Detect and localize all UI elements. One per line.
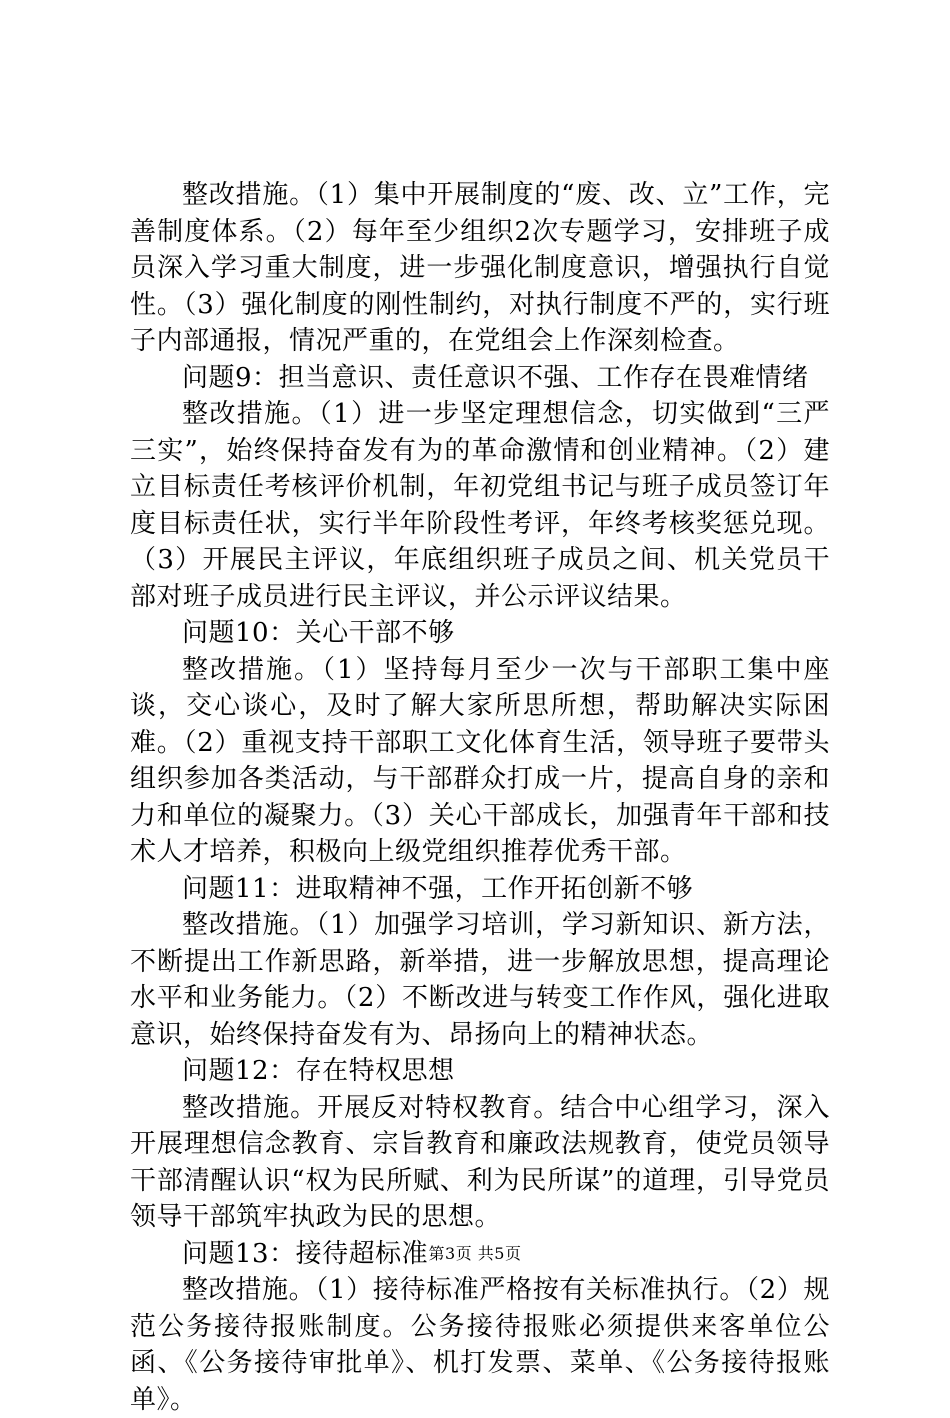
rectification-paragraph: 整改措施。（1）集中开展制度的“废、改、立”工作，完善制度体系。（2）每年至少组织2次专题学习，安排班子成员深入学习重大制度，进一步强化制度意识，增强执行自觉性。（3）强化制度的刚性制约，对执行制度不严的，实行班子内部通报，情况严重的，在党组会上作深刻检查。 [130,180,830,356]
issue-heading: 问题13：接待超标准 [182,1238,429,1269]
rectification-paragraph: 整改措施。（1）进一步坚定理想信念，切实做到“三严三实”，始终保持奋发有为的革命激情和创业精神。（2）建立目标责任考核评价机制，年初党组书记与班子成员签订年度目标责任状，实行半年阶段性考评，年终考核奖惩兑现。（3）开展民主评议，年底组织班子成员之间、机关党员干部对班子成员进行民主评议，并公示评议结果。 [130,399,830,612]
issue-heading: 问题9：担当意识、责任意识不强、工作存在畏难情绪 [182,362,809,393]
document-body [130,177,830,1418]
rectification-paragraph: 整改措施。（1）加强学习培训，学习新知识、新方法，不断提出工作新思路，新举措，进一步解放思想，提高理论水平和业务能力。（2）不断改进与转变工作作风，强化进取意识，始终保持奋发有为、昂扬向上的精神状态。 [130,910,830,1050]
rectification-paragraph: 整改措施。（1）坚持每月至少一次与干部职工集中座谈，交心谈心，及时了解大家所思所想，帮助解决实际困难。（2）重视支持干部职工文化体育生活，领导班子要带头组织参加各类活动，与干部群众打成一片，提高自身的亲和力和单位的凝聚力。（3）关心干部成长，加强青年干部和技术人才培养，积极向上级党组织推荐优秀干部。 [130,654,830,867]
issue-heading: 问题10：关心干部不够 [182,618,455,648]
rectification-paragraph: 整改措施。开展反对特权教育。结合中心组学习，深入开展理想信念教育、宗旨教育和廉政法规教育，使党员领导干部清醒认识“权为民所赋、利为民所谋”的道理，引导党员领导干部筑牢执政为民的思想。 [130,1092,830,1232]
rectification-paragraph: 整改措施。（1）接待标准严格按有关标准执行。（2）规范公务接待报账制度。公务接待报账必须提供来客单位公函、《公务接待审批单》、机打发票、菜单、《公务接待报账单》。 [130,1275,830,1415]
page-number-footer: 第3页 共5页 [428,1244,522,1263]
issue-heading: 问题11：进取精神不强，工作开拓创新不够 [182,873,694,904]
issue-heading: 问题12：存在特权思想 [182,1056,455,1086]
